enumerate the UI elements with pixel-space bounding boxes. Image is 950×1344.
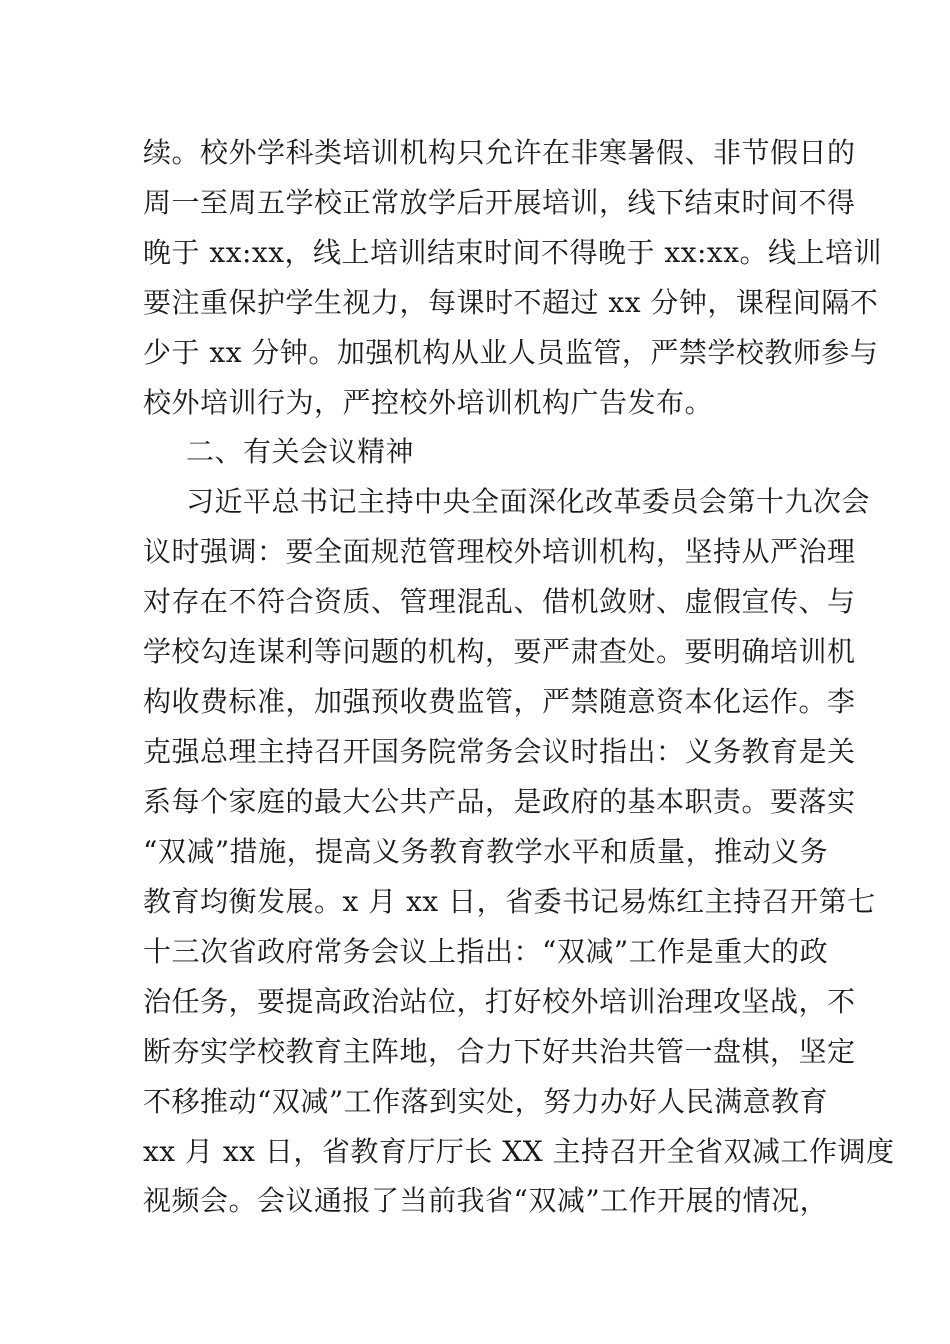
section-heading: 二、有关会议精神 [186,435,415,468]
text-line: 少于 xx 分钟。加强机构从业人员监管，严禁学校教师参与 [143,336,879,369]
text-line: 构收费标准，加强预收费监管，严禁随意资本化运作。李 [143,685,856,718]
text-line: 对存在不符合资质、管理混乱、借机敛财、虚假宣传、与 [143,585,856,618]
text-line: 续。校外学科类培训机构只允许在非寒暑假、非节假日的 [143,136,856,169]
text-line: 克强总理主持召开国务院常务会议时指出：义务教育是关 [143,735,856,768]
text-line: 断夯实学校教育主阵地，合力下好共治共管一盘棋，坚定 [143,1035,856,1068]
text-line: “双减”措施，提高义务教育教学水平和质量，推动义务 [143,835,829,868]
text-line: xx 月 xx 日，省教育厅厅长 XX 主持召开全省双减工作调度 [143,1135,895,1168]
text-line: 议时强调：要全面规范管理校外培训机构，坚持从严治理 [143,535,856,568]
text-line: 治任务，要提高政治站位，打好校外培训治理攻坚战，不 [143,985,856,1018]
text-line: 教育均衡发展。x 月 xx 日，省委书记易炼红主持召开第七 [143,885,876,918]
text-line: 系每个家庭的最大公共产品，是政府的基本职责。要落实 [143,785,856,818]
text-line: 要注重保护学生视力，每课时不超过 xx 分钟，课程间隔不 [143,286,879,319]
text-line: 校外培训行为，严控校外培训机构广告发布。 [143,386,714,419]
text-line: 视频会。会议通报了当前我省“双减”工作开展的情况， [143,1184,829,1217]
text-line: 习近平总书记主持中央全面深化改革委员会第十九次会 [186,485,871,518]
text-line: 学校勾连谋利等问题的机构，要严肃查处。要明确培训机 [143,635,856,668]
text-line: 不移推动“双减”工作落到实处，努力办好人民满意教育 [143,1085,829,1118]
text-line: 十三次省政府常务会议上指出：“双减”工作是重大的政 [143,935,829,968]
text-line: 周一至周五学校正常放学后开展培训，线下结束时间不得 [143,186,856,219]
text-line: 晚于 xx:xx，线上培训结束时间不得晚于 xx:xx。线上培训 [143,236,882,269]
